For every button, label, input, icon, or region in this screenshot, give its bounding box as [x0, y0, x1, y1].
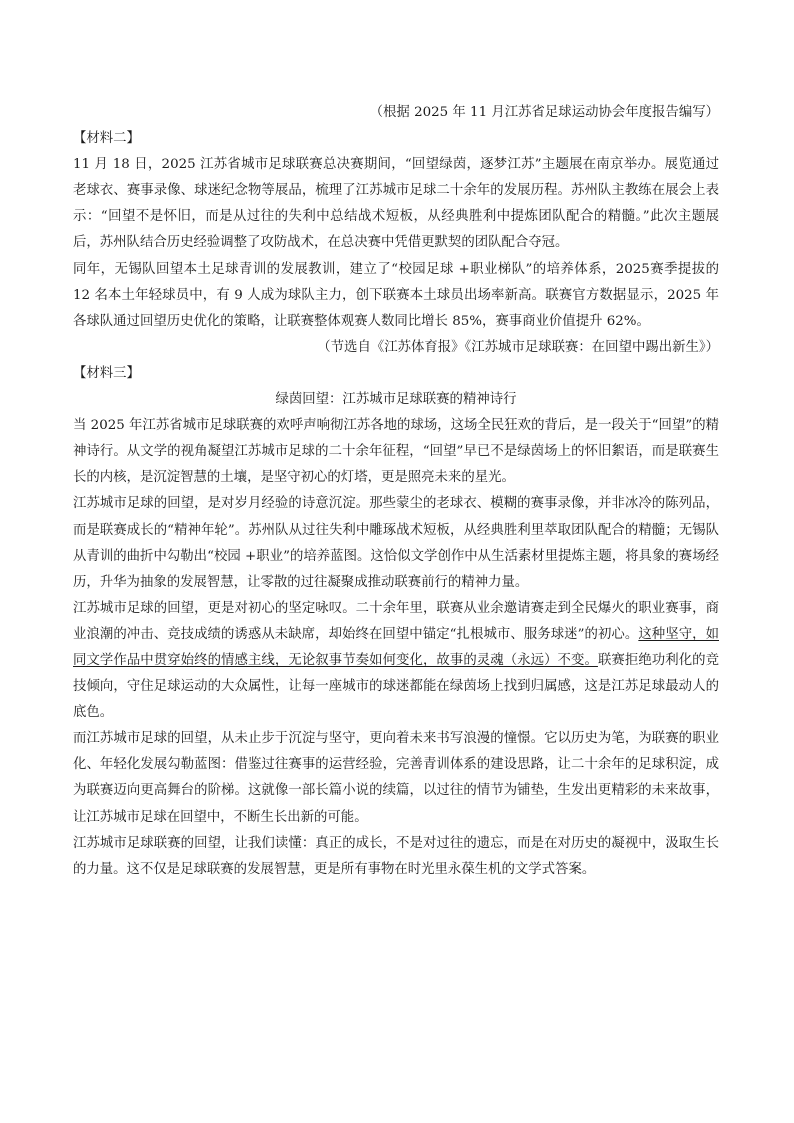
section-heading-material-3: 【材料三】	[73, 365, 140, 381]
source-note: （节选自《江苏体育报》《江苏城市足球联赛：在回望中踢出新生》）	[317, 339, 719, 355]
paragraph: 11 月 18 日，2025 江苏省城市足球联赛总决赛期间，“回望绿茵，逐梦江苏”主题展在南京举办。展览通过老球衣、赛事录像、球迷纪念物等展品，梳理了江苏城市足球二十余年的发展历程。苏州队主教练在展会上表示：“回望不是怀旧，而是从过往的失利中总结战术短板，从经典胜利中提炼团队配合的精髓。”此次主题展后，苏州队结合历史经验调整了攻防战术，在总决赛中凭借更默契的团队配合夺冠。	[73, 157, 719, 251]
paragraph-text: 江苏城市足球的回望，更是对初心的坚定咏叹。二十余年里，联赛从业余邀请赛走到全民爆火的职业赛事，商业浪潮的冲击、竞技成绩的诱惑从未缺席，却始终在回望中锚定“扎根城市、服务球迷”的初心。	[73, 600, 719, 642]
document-page	[73, 100, 719, 883]
section-heading-material-2: 【材料二】	[73, 131, 140, 147]
paragraph: 同年，无锡队回望本土足球青训的发展教训，建立了“校园足球 +职业梯队”的培养体系，2025赛季提拔的 12 名本土年轻球员中，有 9 人成为球队主力，创下联赛本土球员出场率新高。联赛官方数据显示，2025 年各球队通过回望历史优化的策略，让联赛整体观赛人数同比增长 85%，赛事商业价值提升 62%。	[73, 261, 719, 329]
paragraph: 江苏城市足球联赛的回望，让我们读懂：真正的成长，不是对过往的遗忘，而是在对历史的凝视中，汲取生长的力量。这不仅是足球联赛的发展智慧，更是所有事物在时光里永葆生机的文学式答案。	[73, 835, 719, 877]
paragraph: 而江苏城市足球的回望，从未止步于沉淀与坚守，更向着未来书写浪漫的憧憬。它以历史为笔，为联赛的职业化、年轻化发展勾勒蓝图：借鉴过往赛事的运营经验，完善青训体系的建设思路，让二十余年的足球积淀，成为联赛迈向更高舞台的阶梯。这就像一部长篇小说的续篇，以过往的情节为铺垫，生发出更精彩的未来故事，让江苏城市足球在回望中，不断生长出新的可能。	[73, 731, 719, 825]
underlined-sentence: 这种坚守，如同文学作品中贯穿始终的情感主线，无论叙事节奏如何变化，故事的灵魂（永远）不变。	[73, 626, 719, 668]
paragraph-text: 联赛拒绝功利化的竞技倾向，守住足球运动的大众属性，让每一座城市的球迷都能在绿茵场上找到归属感，这是江苏足球最动人的底色。	[73, 652, 720, 721]
article-title: 绿茵回望：江苏城市足球联赛的精神诗行	[275, 392, 517, 408]
paragraph: 当 2025 年江苏省城市足球联赛的欢呼声响彻江苏各地的球场，这场全民狂欢的背后，是一段关于“回望”的精神诗行。从文学的视角凝望江苏城市足球的二十余年征程，“回望”早已不是绿茵场上的怀旧絮语，而是联赛生长的内核，是沉淀智慧的土壤，是坚守初心的灯塔，更是照亮未来的星光。	[73, 418, 719, 486]
source-note: （根据 2025 年 11 月江苏省足球运动协会年度报告编写）	[369, 105, 719, 120]
paragraph: 江苏城市足球的回望，是对岁月经验的诗意沉淀。那些蒙尘的老球衣、模糊的赛事录像，并非冰冷的陈列品，而是联赛成长的“精神年轮”。苏州队从过往失利中雕琢战术短板，从经典胜利里萃取团队配合的精髓；无锡队从青训的曲折中勾勒出“校园 +职业”的培养蓝图。这恰似文学创作中从生活素材里提炼主题，将具象的赛场经历，升华为抽象的发展智慧，让零散的过往凝聚成推动联赛前行的精神力量。	[73, 496, 719, 590]
paragraph	[73, 596, 719, 726]
